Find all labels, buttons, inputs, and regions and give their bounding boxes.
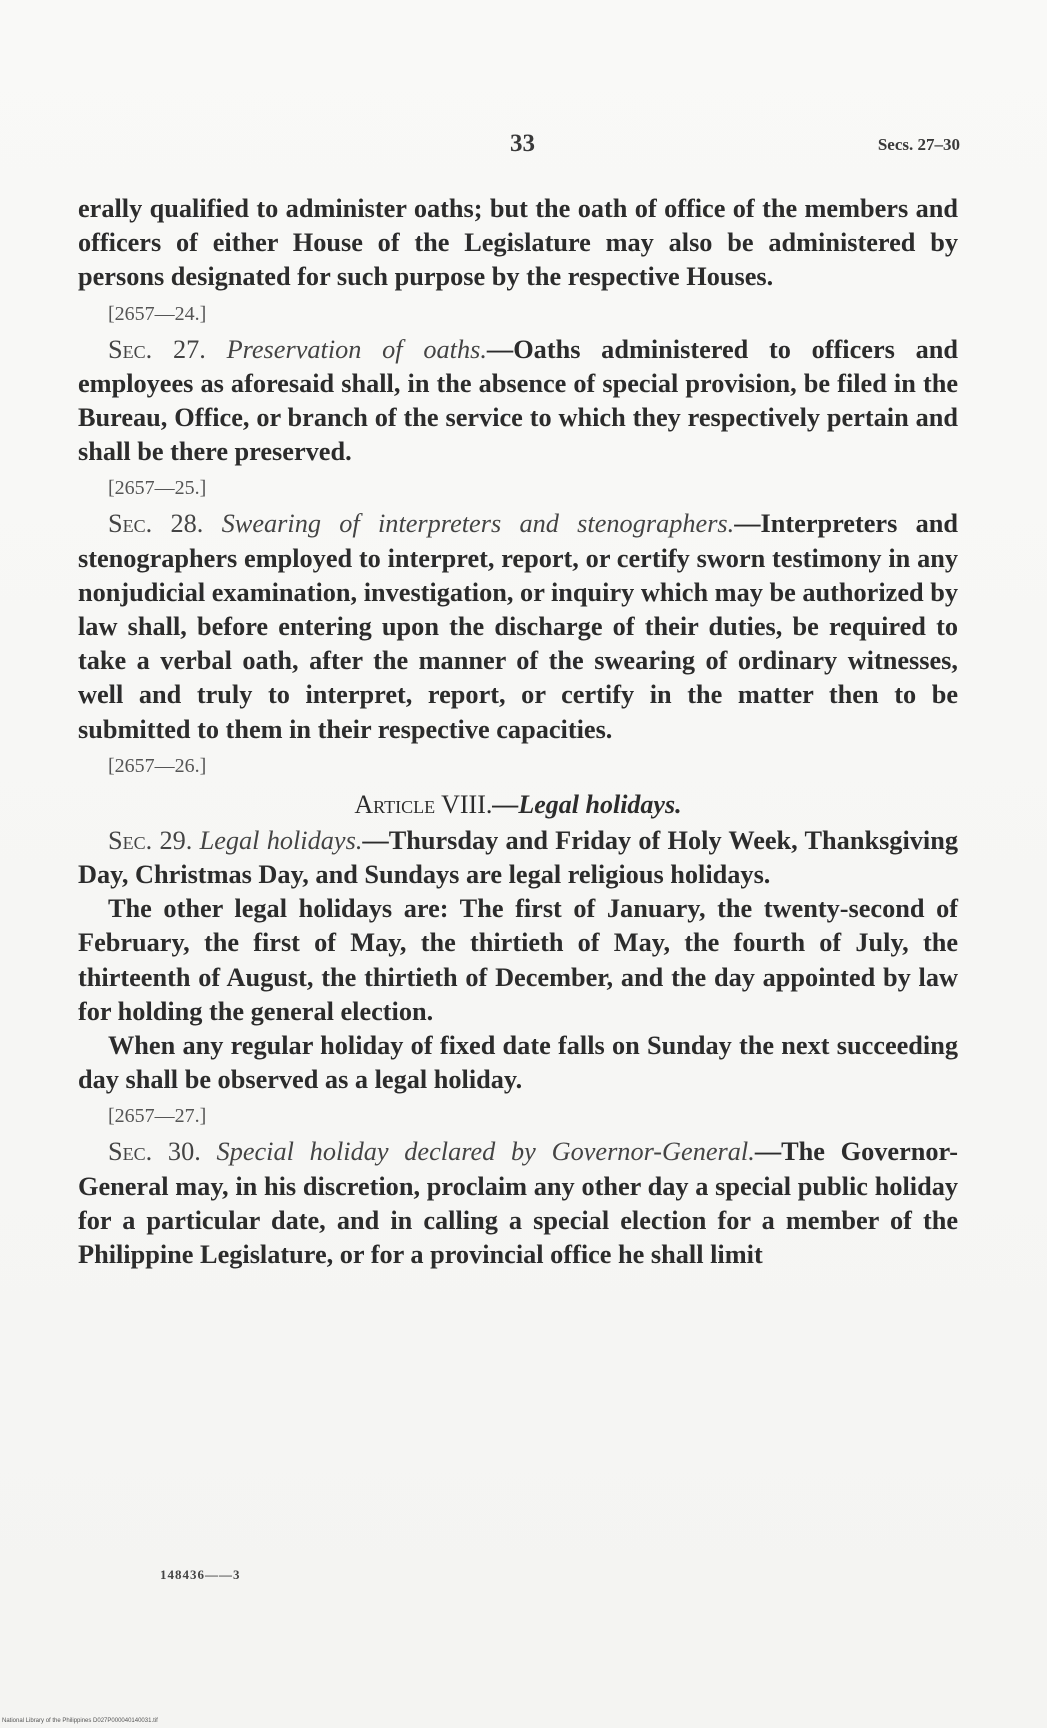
section-title: Special holiday declared by Governor-General. <box>216 1137 755 1167</box>
section-27 <box>78 333 958 470</box>
section-title: Legal holidays. <box>199 825 363 855</box>
section-label: Sec. 30. <box>108 1137 201 1167</box>
citation: [2657—25.] <box>108 477 207 500</box>
section-30 <box>78 1135 958 1272</box>
section-29-paragraph-2: The other legal holidays are: The first of January, the twenty-second of February, the first of May, the thirtieth of May, the fourth of July, the thirteenth of August, the thirtieth of December, and the day appointed by law for holding the general election. <box>78 894 958 1026</box>
section-28 <box>78 507 958 746</box>
section-label: Sec. 29. <box>108 825 193 855</box>
section-label: Sec. 27. <box>108 334 206 364</box>
running-head: Secs. 27–30 <box>877 135 960 154</box>
section-29-paragraph-3: When any regular holiday of fixed date falls on Sunday the next succeeding day shall be observed as a legal holiday. <box>78 1031 958 1095</box>
section-title: Swearing of interpreters and stenographers. <box>221 509 735 539</box>
section-text: —Oaths administered to officers and employees as aforesaid shall, in the absence of special provision, be filed in the Bureau, Office, or branch of the service to which they respectively pertain and shall be there preserved. <box>78 334 958 467</box>
article-heading <box>78 786 958 824</box>
section-text: —Interpreters and stenographers employed to interpret, report, or certify sworn testimony in any nonjudicial examination, investigation, or inquiry which may be authorized by law shall, before entering upon the discharge of their duties, be required to take a verbal oath, after the manner of the swearing of ordinary witnesses, well and truly to interpret, report, or certify in the matter then to be submitted to them in their respective capacities. <box>78 509 958 744</box>
section-29 <box>78 824 958 892</box>
page-header <box>78 130 968 170</box>
paragraph-continued: erally qualified to administer oaths; but the oath of office of the members and officers of either House of the Legislature may also be administered by persons designated for such purpose by the respective Houses. <box>78 194 958 292</box>
printer-signature-mark: 148436——3 <box>160 1567 241 1582</box>
body-text <box>78 192 958 1272</box>
citation: [2657—27.] <box>108 1105 207 1128</box>
scan-credit: National Library of the Philippines D027P000040140031.tif <box>2 1718 158 1724</box>
section-title: Preservation of oaths. <box>226 334 487 364</box>
section-text: —Thursday and Friday of Holy Week, Thanksgiving Day, Christmas Day, and Sundays are legal religious holidays. <box>78 825 958 890</box>
citation: [2657—24.] <box>108 302 207 325</box>
article-label: Article VIII. <box>354 789 493 819</box>
section-label: Sec. 28. <box>108 509 204 539</box>
article-title: —Legal holidays. <box>492 789 682 819</box>
page-number: 33 <box>510 130 535 157</box>
citation: [2657—26.] <box>108 754 207 777</box>
section-text: —The Governor-General may, in his discretion, proclaim any other day a special public holiday for a particular date, and in calling a special election for a member of the Philippine Legislature, or for a provincial office he shall limit <box>78 1137 958 1270</box>
